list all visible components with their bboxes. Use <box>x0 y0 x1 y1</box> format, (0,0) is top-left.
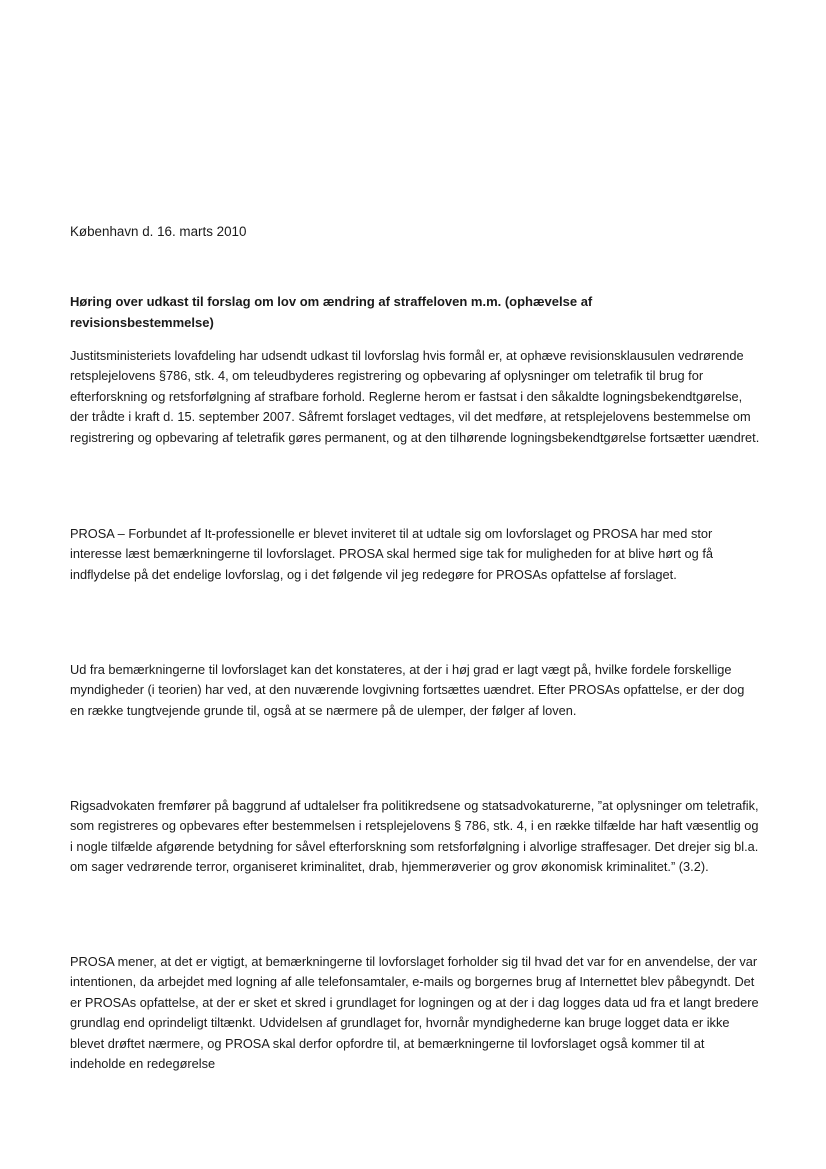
subject-heading: Høring over udkast til forslag om lov om ændring af straffeloven m.m. (ophævelse af revisionsbestemmelse) <box>70 294 593 330</box>
paragraph-3: Ud fra bemærkningerne til lovforslaget kan det konstateres, at der i høj grad er lagt vægt på, hvilke fordele forskellige myndigheder (i teorien) har ved, at den nuværende lovgivning fortsættes uændret. Efter PROSAs opfattelse, er der dog en række tungtvejende grunde til, også at se nærmere på de ulemper, der følger af loven. <box>70 662 745 718</box>
paragraph-2: PROSA – Forbundet af It-professionelle er blevet inviteret til at udtale sig om lovforslaget og PROSA har med stor interesse læst bemærkningerne til lovforslaget. PROSA skal hermed sige tak for muligheden for at blive hørt og få indflydelse på det endelige lovforslag, og i det følgende vil jeg redegøre for PROSAs opfattelse af forslaget. <box>70 526 713 582</box>
date-line: København d. 16. marts 2010 <box>70 224 247 239</box>
paragraph-5: PROSA mener, at det er vigtigt, at bemærkningerne til lovforslaget forholder sig til hvad det var for en anvendelse, der var intentionen, da arbejdet med logning af alle telefonsamtaler, e-mails og borgernes brug af Internettet blev påbegyndt. Det er PROSAs opfattelse, at der er sket et skred i grundlaget for logningen og at der i dag logges data ud fra et langt bredere grundlag end oprindeligt tiltænkt. Udvidelsen af grundlaget for, hvornår myndighederne kan bruge logget data er ikke blevet drøftet nærmere, og PROSA skal derfor opfordre til, at bemærkningerne til lovforslaget også kommer til at indeholde en redegørelse <box>70 954 759 1072</box>
paragraph-4: Rigsadvokaten fremfører på baggrund af udtalelser fra politikredsene og statsadvokaturerne, ”at oplysninger om teletrafik, som registreres og opbevares efter bestemmelsen i retsplejelovens § 786, stk. 4, i en række tilfælde har haft væsentlig og i nogle tilfælde afgørende betydning for såvel efterforskning som retsforfølgning i alvorlige straffesager. Det drejer sig bl.a. om sager vedrørende terror, organiseret kriminalitet, drab, hjemmerøverier og grov økonomisk kriminalitet.” (3.2). <box>70 798 759 875</box>
paragraph-1: Justitsministeriets lovafdeling har udsendt udkast til lovforslag hvis formål er, at ophæve revisionsklausulen vedrørende retsplejelovens §786, stk. 4, om teleudbyderes registrering og opbevaring af oplysninger om teletrafik til brug for efterforskning og retsforfølgning af strafbare forhold. Reglerne herom er fastsat i den såkaldte logningsbekendtgørelse, der trådte i kraft d. 15. september 2007. Såfremt forslaget vedtages, vil det medføre, at retsplejelovens bestemmelse om registrering og opbevaring af teletrafik gøres permanent, og at den tilhørende logningsbekendtgørelse fortsætter uændret. <box>70 348 760 445</box>
